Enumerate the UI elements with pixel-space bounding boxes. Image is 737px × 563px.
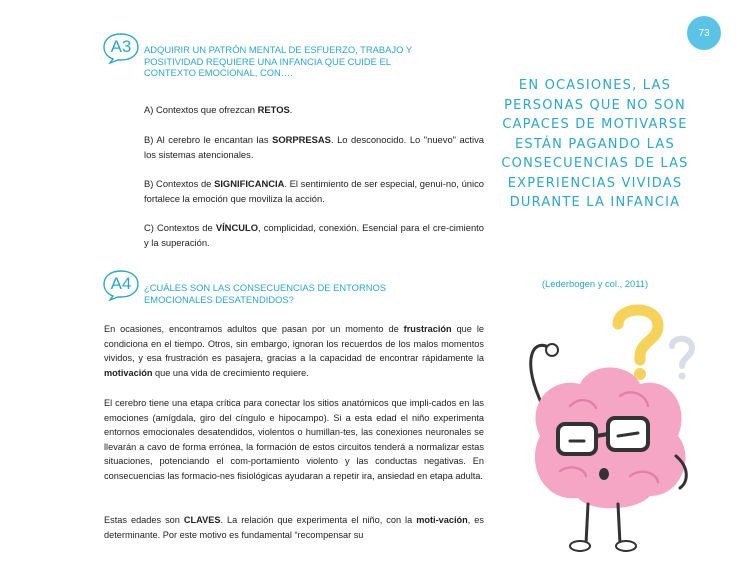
section-a4-tag: A4 xyxy=(110,274,132,293)
a3-item-retos: A) Contextos que ofrezcan RETOS. xyxy=(144,104,293,115)
quote-citation: (Lederbogen y col., 2011) xyxy=(541,278,649,289)
section-a3-tag: A3 xyxy=(110,37,132,56)
a3-item-significancia: B) Contextos de SIGNIFICANCIA. El sentimiento de ser especial, genui-no, único fortalece la emoción que moviliza la acción. xyxy=(144,178,484,204)
page-number: 73 xyxy=(698,27,710,39)
a4-paragraph-2: El cerebro tiene una etapa crítica para conectar los sitios anatómicos que impli-cados en las emociones (amígdala, giro del cíngulo e hipocampo). Si a esta edad el niño experimenta entornos emocionales desatendidos, violentos o humillan-tes, las conexiones neuronales se llevarán a cavo de forma errónea, la formación de estos circuitos tenderá a normalizar estas situaciones, potenciando el com-portamiento violento y las conductas negativas. En consecuencias las formacio-nes fisiológicas ayudaran a repetir ira, ansiedad en etapa adulta. xyxy=(104,398,484,481)
a3-item-vinculo: C) Contextos de VÍNCULO, complicidad, conexión. Esencial para el cre-cimiento y la superación. xyxy=(144,222,484,248)
pull-quote: EN OCASIONES, LAS PERSONAS QUE NO SON CAPACES DE MOTIVARSE ESTÁN PAGANDO LAS CONSECUENCIAS DE LAS EXPERIENCIAS VIVIDAS DURANTE LA INFANCIA xyxy=(501,78,689,210)
brain-mascot-illustration xyxy=(500,296,705,558)
a4-paragraph-3: Estas edades son CLAVES. La relación que experimenta el niño, con la moti-vación, es determinante. Por este motivo es fundamental “recompensar su xyxy=(104,515,485,540)
page-number-badge xyxy=(687,16,721,50)
section-a4-speech-bubble-icon xyxy=(102,269,140,301)
a3-item-sorpresas: B) Al cerebro le encantan las SORPRESAS. Lo desconocido. Lo "nuevo" activa los sistemas atencionales. xyxy=(144,134,485,160)
question-mark-icon xyxy=(618,310,692,380)
section-a3-heading: ADQUIRIR UN PATRÓN MENTAL DE ESFUERZO, TRABAJO Y POSITIVIDAD REQUIERE UNA INFANCIA QUE CUIDE EL CONTEXTO EMOCIONAL, CON…. xyxy=(144,44,412,78)
a4-paragraph-1: En ocasiones, encontramos adultos que pasan por un momento de frustración que le condiciona en el tiempo. Otros, sin embargo, ignoran los recuerdos de los malos momentos vividos, y esa frustración es pasajera, gracias a la capacidad de encontrar rápidamente la motivación que una vida de crecimiento requiere. xyxy=(104,324,484,378)
section-a3-speech-bubble-icon xyxy=(102,32,140,64)
section-a4-heading: ¿CUÁLES SON LAS CONSECUENCIAS DE ENTORNOS EMOCIONALES DESATENDIDOS? xyxy=(144,282,387,305)
